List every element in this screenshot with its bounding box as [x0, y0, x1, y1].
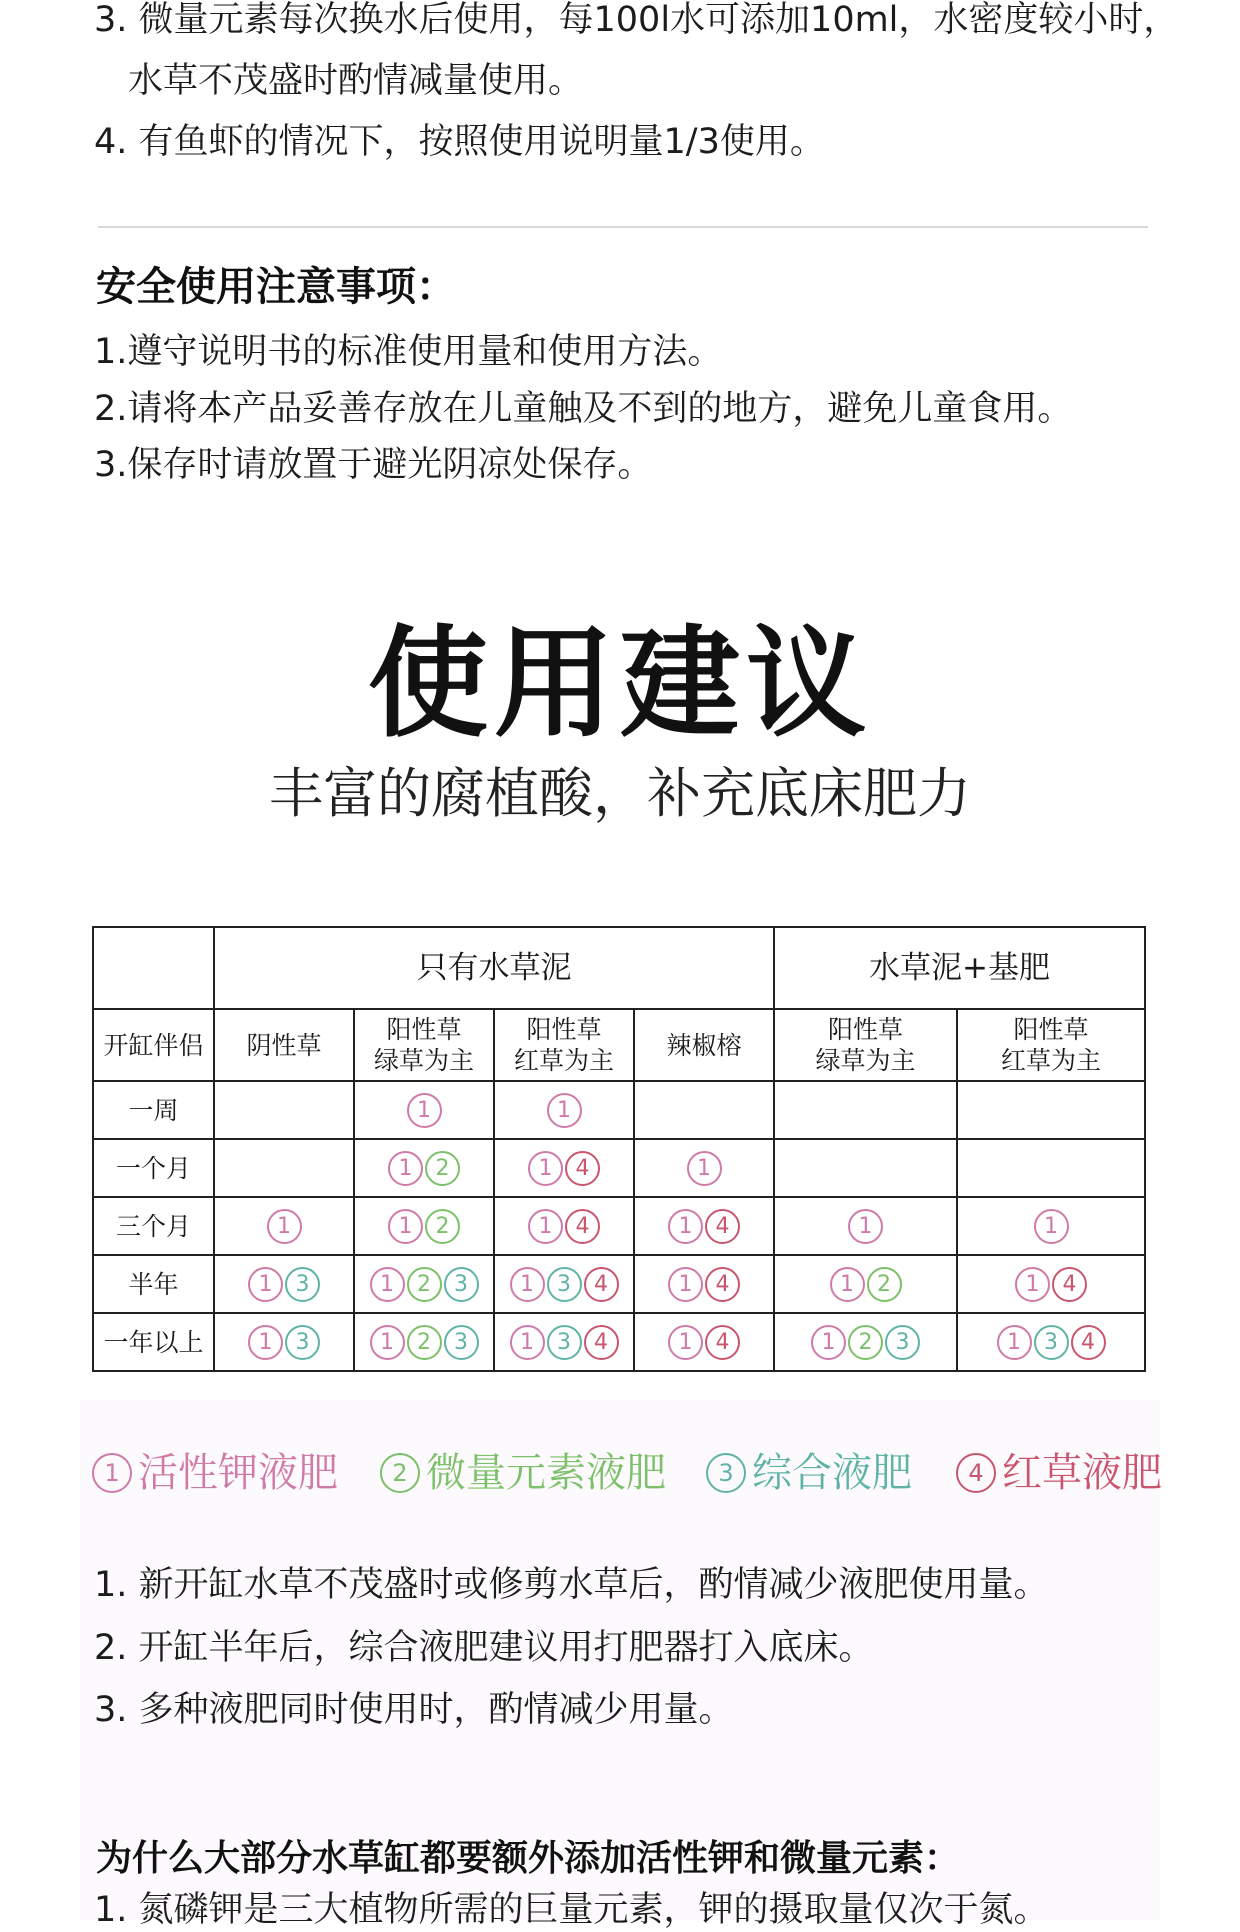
- fertilizer-mark-icon: 1: [248, 1325, 283, 1360]
- column-header-line: 绿草为主: [373, 1046, 474, 1075]
- fertilizer-mark-icon: 3: [444, 1267, 479, 1302]
- fertilizer-mark-icon: 4: [1052, 1267, 1087, 1302]
- table-cell: [494, 1197, 634, 1255]
- safety-item: 1.遵守说明书的标准使用量和使用方法。: [94, 332, 723, 372]
- fertilizer-mark-icon: 1: [811, 1325, 846, 1360]
- fertilizer-mark-icon: 1: [388, 1151, 423, 1186]
- table-column-header-row: [93, 1009, 1145, 1081]
- section-subtitle: 丰富的腐植酸，补充底床肥力: [269, 762, 971, 825]
- group-header: 水草泥+基肥: [774, 927, 1145, 1009]
- fertilizer-mark-icon: 1: [848, 1209, 883, 1244]
- fertilizer-mark-icon: 3: [285, 1325, 320, 1360]
- column-header: [494, 1009, 634, 1081]
- note-item: 3. 多种液肥同时使用时，酌情减少用量。: [94, 1690, 734, 1730]
- table-cell: [774, 1139, 957, 1197]
- column-header: [354, 1009, 494, 1081]
- table-cell: [774, 1081, 957, 1139]
- table-row: [93, 1255, 1145, 1313]
- table-cell: [634, 1081, 774, 1139]
- table-cell: [774, 1255, 957, 1313]
- legend-item-2: [380, 1448, 666, 1498]
- table-cell: [214, 1081, 354, 1139]
- table-cell: [957, 1139, 1145, 1197]
- table-cell: [214, 1139, 354, 1197]
- table-cell: [774, 1197, 957, 1255]
- table-cell: [634, 1313, 774, 1371]
- table-cell: [957, 1255, 1145, 1313]
- table-cell: [494, 1139, 634, 1197]
- column-header-line: 红草为主: [513, 1046, 614, 1075]
- table-cell: [957, 1313, 1145, 1371]
- fertilizer-mark-icon: 1: [267, 1209, 302, 1244]
- table-cell: [354, 1255, 494, 1313]
- fertilizer-mark-icon: 4: [705, 1209, 740, 1244]
- table-cell: [774, 1313, 957, 1371]
- why-item: 1. 氮磷钾是三大植物所需的巨量元素，钾的摄取量仅次于氮。: [94, 1890, 1049, 1930]
- circled-number-icon: 3: [706, 1453, 746, 1493]
- section-title: 使用建议: [368, 615, 872, 754]
- fertilizer-mark-icon: 3: [547, 1325, 582, 1360]
- fertilizer-mark-icon: 1: [1034, 1209, 1069, 1244]
- fertilizer-mark-icon: 1: [997, 1325, 1032, 1360]
- fertilizer-mark-icon: 1: [1015, 1267, 1050, 1302]
- legend-item-1: [92, 1448, 338, 1498]
- safety-heading: 安全使用注意事项：: [96, 264, 456, 310]
- table-cell: [214, 1197, 354, 1255]
- fertilizer-mark-icon: 3: [1034, 1325, 1069, 1360]
- fertilizer-mark-icon: 2: [425, 1151, 460, 1186]
- intro-item: 4. 有鱼虾的情况下，按照使用说明量1/3使用。: [94, 122, 825, 162]
- fertilizer-mark-icon: 1: [248, 1267, 283, 1302]
- corner-label: 开缸伴侣: [93, 1009, 214, 1081]
- legend-label: 微量元素液肥: [426, 1450, 666, 1496]
- group-header: 只有水草泥: [214, 927, 774, 1009]
- column-header: [774, 1009, 957, 1081]
- fertilizer-mark-icon: 1: [370, 1325, 405, 1360]
- divider: [98, 226, 1148, 228]
- intro-item: 3. 微量元素每次换水后使用，每100l水可添加10ml，水密度较小时，: [94, 0, 1179, 40]
- column-header: [634, 1009, 774, 1081]
- column-header-line: 阳性草: [827, 1015, 903, 1044]
- table-cell: [354, 1081, 494, 1139]
- table-cell: [354, 1139, 494, 1197]
- circled-number-icon: 1: [92, 1453, 132, 1493]
- fertilizer-mark-icon: 1: [528, 1209, 563, 1244]
- table-row: [93, 1197, 1145, 1255]
- fertilizer-mark-icon: 1: [407, 1093, 442, 1128]
- row-label: 半年: [93, 1255, 214, 1313]
- safety-item: 3.保存时请放置于避光阴凉处保存。: [94, 445, 653, 485]
- fertilizer-mark-icon: 4: [565, 1209, 600, 1244]
- fertilizer-mark-icon: 1: [510, 1267, 545, 1302]
- safety-item: 2.请将本产品妥善存放在儿童触及不到的地方，避免儿童食用。: [94, 389, 1073, 429]
- table-cell: [214, 1255, 354, 1313]
- row-label: 一年以上: [93, 1313, 214, 1371]
- column-header-line: 阳性草: [1013, 1015, 1089, 1044]
- why-heading: 为什么大部分水草缸都要额外添加活性钾和微量元素：: [96, 1838, 961, 1879]
- fertilizer-mark-icon: 1: [668, 1325, 703, 1360]
- table-cell: [634, 1139, 774, 1197]
- table-cell: [957, 1197, 1145, 1255]
- fertilizer-mark-icon: 1: [547, 1093, 582, 1128]
- fertilizer-mark-icon: 1: [668, 1209, 703, 1244]
- column-header-line: 辣椒榕: [666, 1030, 742, 1060]
- table-cell: [494, 1255, 634, 1313]
- column-header-line: 阳性草: [526, 1015, 602, 1044]
- fertilizer-mark-icon: 1: [370, 1267, 405, 1302]
- table-body: [93, 1081, 1145, 1371]
- fertilizer-mark-icon: 1: [687, 1151, 722, 1186]
- fertilizer-mark-icon: 1: [830, 1267, 865, 1302]
- table-row: [93, 1313, 1145, 1371]
- column-header-line: 阴性草: [246, 1030, 322, 1060]
- fertilizer-mark-icon: 4: [584, 1325, 619, 1360]
- fertilizer-mark-icon: 3: [444, 1325, 479, 1360]
- note-item: 1. 新开缸水草不茂盛时或修剪水草后，酌情减少液肥使用量。: [94, 1565, 1049, 1605]
- fertilizer-mark-icon: 1: [510, 1325, 545, 1360]
- legend-item-3: [706, 1448, 912, 1498]
- table-cell: [494, 1313, 634, 1371]
- fertilizer-mark-icon: 2: [848, 1325, 883, 1360]
- fertilizer-mark-icon: 4: [1071, 1325, 1106, 1360]
- legend-label: 综合液肥: [752, 1450, 912, 1496]
- intro-item: 水草不茂盛时酌情减量使用。: [128, 61, 584, 101]
- column-header-line: 红草为主: [1001, 1046, 1102, 1075]
- table-corner-empty: [93, 927, 214, 1009]
- column-header-line: 阳性草: [386, 1015, 462, 1044]
- table-cell: [354, 1197, 494, 1255]
- row-label: 一个月: [93, 1139, 214, 1197]
- row-label: 三个月: [93, 1197, 214, 1255]
- column-header-line: 绿草为主: [815, 1046, 916, 1075]
- fertilizer-mark-icon: 2: [407, 1267, 442, 1302]
- fertilizer-mark-icon: 2: [407, 1325, 442, 1360]
- column-header: [957, 1009, 1145, 1081]
- fertilizer-mark-icon: 1: [528, 1151, 563, 1186]
- legend-label: 红草液肥: [1002, 1450, 1162, 1496]
- table-group-header-row: [93, 927, 1145, 1009]
- table-row: [93, 1081, 1145, 1139]
- table-cell: [354, 1313, 494, 1371]
- fertilizer-mark-icon: 2: [425, 1209, 460, 1244]
- row-label: 一周: [93, 1081, 214, 1139]
- table-cell: [957, 1081, 1145, 1139]
- fertilizer-mark-icon: 4: [565, 1151, 600, 1186]
- fertilizer-mark-icon: 4: [705, 1267, 740, 1302]
- fertilizer-mark-icon: 4: [584, 1267, 619, 1302]
- fertilizer-mark-icon: 2: [867, 1267, 902, 1302]
- circled-number-icon: 4: [956, 1453, 996, 1493]
- circled-number-icon: 2: [380, 1453, 420, 1493]
- legend-label: 活性钾液肥: [138, 1450, 338, 1496]
- note-item: 2. 开缸半年后，综合液肥建议用打肥器打入底床。: [94, 1628, 874, 1668]
- fertilizer-mark-icon: 3: [285, 1267, 320, 1302]
- fertilizer-mark-icon: 3: [547, 1267, 582, 1302]
- column-header: [214, 1009, 354, 1081]
- table-row: [93, 1139, 1145, 1197]
- table-cell: [634, 1197, 774, 1255]
- usage-table: [92, 926, 1146, 1372]
- table-cell: [494, 1081, 634, 1139]
- table-cell: [214, 1313, 354, 1371]
- fertilizer-mark-icon: 1: [388, 1209, 423, 1244]
- fertilizer-mark-icon: 4: [705, 1325, 740, 1360]
- legend-item-4: [956, 1448, 1162, 1498]
- table-cell: [634, 1255, 774, 1313]
- fertilizer-mark-icon: 3: [885, 1325, 920, 1360]
- fertilizer-mark-icon: 1: [668, 1267, 703, 1302]
